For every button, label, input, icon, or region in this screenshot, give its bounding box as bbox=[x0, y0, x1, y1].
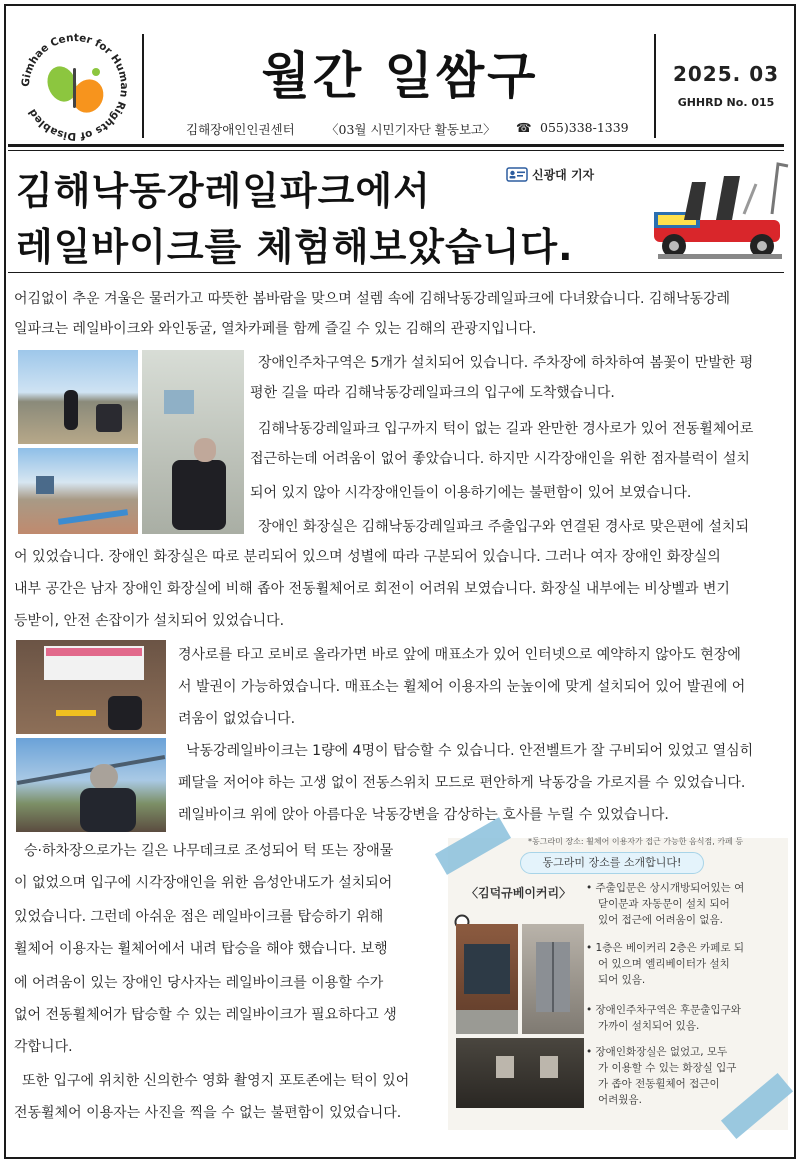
headline-rule bbox=[8, 272, 784, 273]
article-line: 경사로를 타고 로비로 올라가면 바로 앞에 매표소가 있어 인터넷으로 예약하지 않아도 현장에 bbox=[178, 647, 741, 663]
article-line: 각합니다. bbox=[14, 1039, 73, 1055]
card-text: 있어 접근에 어려움이 없음. bbox=[598, 914, 723, 926]
header-rule-thick bbox=[8, 144, 784, 147]
article-line: 승·하차장으로가는 길은 나무데크로 조성되어 턱 또는 장애물 bbox=[24, 843, 394, 859]
reporter-name: 신광대 기자 bbox=[532, 168, 595, 182]
article-line: 이 없었으며 입구에 시각장애인을 위한 음성안내도가 설치되어 bbox=[14, 875, 393, 891]
card-item-parking bbox=[586, 1002, 786, 1034]
article-line: 일파크는 레일바이크와 와인동굴, 열차카페를 함께 즐길 수 있는 김해의 관광지입니다. bbox=[14, 321, 537, 337]
card-item-restroom bbox=[586, 1044, 786, 1108]
newsletter-title: 월간 일쌈구 bbox=[261, 47, 539, 105]
card-item-entrance bbox=[586, 880, 786, 928]
article-line: 또한 입구에 위치한 신의한수 영화 촬영지 포토존에는 턱이 있어 bbox=[22, 1073, 410, 1089]
phone-number: 055)338-1339 bbox=[540, 120, 629, 135]
article-line: 없어 전동휠체어가 탑승할 수 있는 레일바이크가 필요하다고 생 bbox=[14, 1007, 397, 1023]
bakery-interior-photo bbox=[456, 1038, 584, 1108]
report-subtitle: 〈03월 시민기자단 활동보고〉 bbox=[326, 122, 496, 137]
article-line: 전동휠체어 이용자는 사진을 찍을 수 없는 불편함이 있었습니다. bbox=[14, 1105, 402, 1121]
restroom-photo bbox=[142, 350, 244, 534]
card-text: • 주출입문은 상시개방되어있는 여 bbox=[586, 882, 745, 894]
article-line: 려움이 없었습니다. bbox=[178, 711, 296, 727]
card-text: 가 좁아 전동휠체어 접근이 bbox=[598, 1078, 720, 1090]
card-text: • 1층은 베이커리 2층은 카페로 되 bbox=[586, 942, 744, 954]
card-text: 닫이문과 자동문이 설치 되어 bbox=[598, 898, 730, 910]
bakery-elevator-photo bbox=[522, 924, 584, 1034]
card-text: 어려웠음. bbox=[598, 1094, 642, 1106]
issue-date: 2025. 03 bbox=[672, 62, 780, 86]
bakery-entrance-photo bbox=[456, 924, 518, 1034]
article-line: 평한 길을 따라 김해낙동강레일파크의 입구에 도착했습니다. bbox=[250, 385, 615, 401]
article-line: 접근하는데 어려움이 없어 좋았습니다. 하지만 시각장애인을 위한 점자블럭이 설치 bbox=[250, 451, 750, 467]
article-line: 낙동강레일바이크는 1량에 4명이 탑승할 수 있습니다. 안전벨트가 잘 구비되어 있었고 열심히 bbox=[186, 743, 754, 759]
article-line: 김해낙동강레일파크 입구까지 턱이 없는 길과 완만한 경사로가 있어 전동휠체어로 bbox=[258, 421, 754, 437]
article-line: 페달을 저어야 하는 고생 없이 전동스위치 모드로 편안하게 낙동강을 가로지를 수 있었습니다. bbox=[178, 775, 746, 791]
phone-icon: ☎ bbox=[516, 120, 532, 135]
article-line: 있었습니다. 그런데 아쉬운 점은 레일바이크를 탑승하기 위해 bbox=[14, 909, 384, 925]
article-line: 내부 공간은 남자 장애인 화장실에 비해 좁아 전동휠체어로 회전이 어려워 보였습니다. 화장실 내부에는 비상벨과 변기 bbox=[14, 581, 730, 597]
id-card-icon bbox=[506, 167, 528, 182]
article-line: 장애인 화장실은 김해낙동강레일파크 주출입구와 연결된 경사로 맞은편에 설치되 bbox=[258, 519, 749, 535]
article-line: 등받이, 안전 손잡이가 설치되어 있었습니다. bbox=[14, 613, 285, 629]
article-line: 서 발권이 가능하였습니다. 매표소는 휠체어 이용자의 눈높이에 맞게 설치되어 있어 발권에 어 bbox=[178, 679, 746, 695]
article-line: 휠체어 이용자는 휠체어에서 내려 탑승을 해야 했습니다. 보행 bbox=[14, 941, 388, 957]
issue-number: GHHRD No. 015 bbox=[677, 96, 775, 109]
org-name: 김해장애인인권센터 bbox=[186, 122, 295, 137]
card-item-floors bbox=[586, 940, 786, 988]
logo-ring-text: Gimhae Center for Human Rights of Disabled bbox=[19, 31, 131, 143]
headline-line-1: 김해낙동강레일파크에서 bbox=[16, 169, 431, 213]
article-line: 레일바이크 위에 앉아 아름다운 낙동강변을 감상하는 호사를 누릴 수 있었습니다. bbox=[178, 807, 669, 823]
article-line: 에 어려움이 있는 장애인 당사자는 레일바이크를 이용할 수가 bbox=[14, 975, 384, 991]
header-divider-right bbox=[654, 34, 656, 138]
article-line: 어 있었습니다. 장애인 화장실은 따로 분리되어 있으며 성별에 따라 구분되어 있습니다. 그러나 여자 장애인 화장실의 bbox=[14, 549, 721, 565]
header-divider-left bbox=[142, 34, 144, 138]
headline-line-2: 레일바이크를 체험해보았습니다. bbox=[16, 225, 574, 269]
card-text: 가까이 설치되어 있음. bbox=[598, 1020, 700, 1032]
card-text: • 장애인화장실은 없었고, 모두 bbox=[586, 1046, 728, 1058]
organization-logo bbox=[12, 24, 138, 150]
rail-bike-illustration bbox=[644, 154, 792, 270]
card-text: • 장애인주차구역은 후문출입구와 bbox=[586, 1004, 741, 1016]
parking-photo bbox=[18, 350, 138, 444]
header-rule-thin bbox=[8, 150, 784, 151]
rail-bike-ride-photo bbox=[16, 738, 166, 832]
card-note: *동그라미 장소: 휠체어 이용자가 접근 가능한 음식점, 카페 등 bbox=[528, 837, 744, 846]
article-line: 어김없이 추운 겨울은 물러가고 따뜻한 봄바람을 맞으며 설렘 속에 김해낙동강레일파크에 다녀왔습니다. 김해낙동강레 bbox=[14, 291, 731, 307]
entrance-path-photo bbox=[18, 448, 138, 534]
card-text: 가 이용할 수 있는 화장실 입구 bbox=[598, 1062, 737, 1074]
ticket-office-photo bbox=[16, 640, 166, 734]
article-line: 되어 있지 않아 시각장애인들이 이용하기에는 불편함이 있어 보였습니다. bbox=[250, 485, 692, 501]
card-title: 동그라미 장소를 소개합니다! bbox=[520, 852, 704, 874]
card-text: 되어 있음. bbox=[598, 974, 646, 986]
place-name: 〈김덕규베이커리〉 bbox=[466, 886, 572, 900]
reporter-byline bbox=[506, 166, 594, 183]
card-text: 어 있으며 엘리베이터가 설치 bbox=[598, 958, 730, 970]
article-line: 장애인주차구역은 5개가 설치되어 있습니다. 주차장에 하차하여 봄꽃이 만발한 평 bbox=[258, 355, 754, 371]
